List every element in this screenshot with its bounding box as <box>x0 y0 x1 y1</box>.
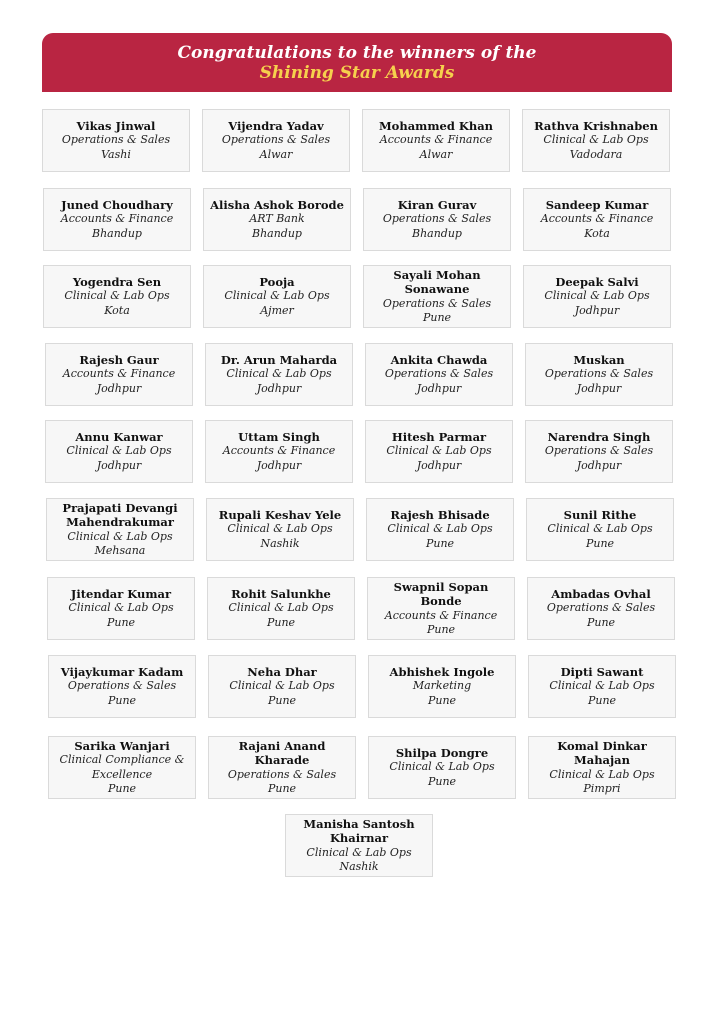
winner-card <box>367 577 515 640</box>
winner-card <box>526 498 674 561</box>
winner-department: Clinical & Lab Ops <box>228 601 334 615</box>
winner-department: Operations & Sales <box>384 367 494 381</box>
winner-card <box>527 577 675 640</box>
winner-department: Operations & Sales <box>544 367 654 381</box>
winner-department: Clinical & Lab Ops <box>386 444 492 458</box>
winner-name: Ankita Chawda <box>390 352 488 367</box>
winner-card <box>208 655 356 718</box>
winner-card <box>205 420 353 483</box>
winner-card <box>368 655 516 718</box>
winner-card <box>207 577 355 640</box>
winner-department: Clinical & Lab Ops <box>224 289 330 303</box>
winner-location: Nashik <box>339 860 379 873</box>
winner-department: Clinical & Lab Ops <box>549 767 655 781</box>
winner-card <box>363 265 511 328</box>
winner-card <box>205 343 353 406</box>
winner-name: Muskan <box>573 352 625 367</box>
winner-department: Marketing <box>412 679 472 693</box>
winner-location: Pune <box>106 615 136 629</box>
winner-name: Yogendra Sen <box>72 274 162 289</box>
winner-department: Clinical & Lab Ops <box>544 289 650 303</box>
winner-name: Narendra Singh <box>547 429 651 444</box>
winner-card <box>522 109 670 172</box>
winner-card <box>46 498 194 561</box>
header-banner <box>42 33 672 92</box>
winner-name: Rajesh Gaur <box>79 352 159 367</box>
winner-department: Clinical Compliance & Excellence <box>59 753 185 781</box>
winner-name: Kiran Gurav <box>397 197 477 212</box>
winner-card <box>203 188 351 251</box>
winner-name: Vijaykumar Kadam <box>60 664 184 679</box>
winner-card <box>48 655 196 718</box>
winner-name: Rathva Krishnaben <box>534 118 658 133</box>
winner-location: Pune <box>267 693 297 707</box>
winner-department: Operations & Sales <box>227 767 337 781</box>
winner-name: Neha Dhar <box>247 664 317 679</box>
winner-department: Operations & Sales <box>546 601 656 615</box>
winner-location: Pune <box>107 693 137 707</box>
winner-name: Abhishek Ingole <box>389 664 495 679</box>
winner-card <box>365 420 513 483</box>
winner-department: Accounts & Finance <box>540 212 654 226</box>
winner-card <box>525 420 673 483</box>
winner-location: Pimpri <box>583 782 621 795</box>
winner-name: Vikas Jinwal <box>76 118 156 133</box>
winner-card <box>43 265 191 328</box>
winner-card <box>528 655 676 718</box>
winner-department: Clinical & Lab Ops <box>229 679 335 693</box>
winner-card <box>208 736 356 799</box>
winner-name: Deepak Salvi <box>555 274 639 289</box>
winner-department: Accounts & Finance <box>60 212 174 226</box>
winner-department: Clinical & Lab Ops <box>66 444 172 458</box>
winner-department: Operations & Sales <box>67 679 177 693</box>
winner-name: Alisha Ashok Borode <box>210 197 344 212</box>
winner-name: Dr. Arun Maharda <box>220 352 338 367</box>
winner-department: Accounts & Finance <box>384 608 498 622</box>
winner-name: Sandeep Kumar <box>545 197 649 212</box>
winner-location: Vashi <box>101 147 131 161</box>
winner-location: Bhandup <box>92 226 142 240</box>
winner-name: Manisha Santosh Khairnar <box>303 816 415 845</box>
winner-card <box>206 498 354 561</box>
winner-location: Pune <box>585 536 615 550</box>
winner-name: Hitesh Parmar <box>391 429 487 444</box>
winner-location: Pune <box>426 623 456 636</box>
winner-location: Jodhpur <box>96 381 142 395</box>
winner-department: Clinical & Lab Ops <box>68 601 174 615</box>
winner-name: Rupali Keshav Yele <box>218 507 342 522</box>
winner-department: Operations & Sales <box>544 444 654 458</box>
winner-card <box>47 577 195 640</box>
winner-department: Accounts & Finance <box>62 367 176 381</box>
winner-name: Prajapati Devangi Mahendrakumar <box>62 500 178 529</box>
winner-location: Mehsana <box>94 544 146 557</box>
winner-card <box>365 343 513 406</box>
winner-location: Pune <box>422 311 452 324</box>
winner-card <box>285 814 433 877</box>
winner-name: Shilpa Dongre <box>395 745 489 760</box>
winner-location: Pune <box>266 615 296 629</box>
winner-location: Alwar <box>259 147 293 161</box>
winner-location: Vadodara <box>569 147 623 161</box>
winner-location: Jodhpur <box>576 381 622 395</box>
winner-department: Clinical & Lab Ops <box>67 529 173 543</box>
winner-location: Bhandup <box>252 226 302 240</box>
winner-department: ART Bank <box>249 212 305 226</box>
winner-location: Kota <box>104 303 130 317</box>
winner-name: Dipti Sawant <box>560 664 644 679</box>
winner-location: Jodhpur <box>576 458 622 472</box>
winner-name: Sunil Rithe <box>563 507 637 522</box>
winner-card <box>202 109 350 172</box>
winner-location: Nashik <box>260 536 300 550</box>
winner-location: Pune <box>427 693 457 707</box>
winner-location: Pune <box>107 782 137 795</box>
winner-department: Operations & Sales <box>221 133 331 147</box>
winner-card <box>362 109 510 172</box>
winner-department: Operations & Sales <box>382 296 492 310</box>
winner-department: Clinical & Lab Ops <box>226 367 332 381</box>
winner-name: Swapnil Sopan Bonde <box>393 579 489 608</box>
winner-name: Rohit Salunkhe <box>231 586 331 601</box>
winner-card <box>523 188 671 251</box>
winner-location: Pune <box>427 774 457 788</box>
winner-card <box>525 343 673 406</box>
winner-name: Annu Kanwar <box>75 429 163 444</box>
winner-name: Mohammed Khan <box>378 118 494 133</box>
winner-department: Accounts & Finance <box>379 133 493 147</box>
winner-name: Uttam Singh <box>238 429 320 444</box>
winner-name: Vijendra Yadav <box>228 118 324 133</box>
winner-name: Rajani Anand Kharade <box>238 738 326 767</box>
winner-department: Accounts & Finance <box>222 444 336 458</box>
winner-card <box>42 109 190 172</box>
winner-department: Clinical & Lab Ops <box>387 522 493 536</box>
winner-card <box>203 265 351 328</box>
banner-title: Congratulations to the winners of the <box>177 43 537 63</box>
winner-location: Pune <box>587 693 617 707</box>
winner-card <box>48 736 196 799</box>
winner-location: Kota <box>584 226 610 240</box>
winner-name: Rajesh Bhisade <box>390 507 490 522</box>
winner-name: Sarika Wanjari <box>74 738 170 753</box>
winner-department: Clinical & Lab Ops <box>389 760 495 774</box>
winner-location: Jodhpur <box>574 303 620 317</box>
winner-card <box>363 188 511 251</box>
winner-location: Jodhpur <box>416 381 462 395</box>
winner-department: Operations & Sales <box>61 133 171 147</box>
winner-card <box>43 188 191 251</box>
winner-card <box>523 265 671 328</box>
winner-card <box>45 343 193 406</box>
winner-card <box>368 736 516 799</box>
winner-card <box>528 736 676 799</box>
banner-subtitle: Shining Star Awards <box>259 63 455 83</box>
winner-location: Jodhpur <box>256 381 302 395</box>
winner-card <box>366 498 514 561</box>
winner-name: Komal Dinkar Mahajan <box>557 738 647 767</box>
winner-name: Sayali Mohan Sonawane <box>393 267 481 296</box>
winner-department: Clinical & Lab Ops <box>549 679 655 693</box>
winner-location: Jodhpur <box>96 458 142 472</box>
winner-name: Pooja <box>259 274 295 289</box>
winner-location: Pune <box>586 615 616 629</box>
winner-department: Clinical & Lab Ops <box>227 522 333 536</box>
winner-location: Alwar <box>419 147 453 161</box>
winner-name: Juned Choudhary <box>61 197 173 212</box>
winner-department: Clinical & Lab Ops <box>543 133 649 147</box>
winner-location: Jodhpur <box>416 458 462 472</box>
winner-name: Ambadas Ovhal <box>551 586 651 601</box>
winner-location: Pune <box>267 782 297 795</box>
winner-department: Operations & Sales <box>382 212 492 226</box>
winner-location: Ajmer <box>260 303 294 317</box>
winner-location: Jodhpur <box>256 458 302 472</box>
winner-department: Clinical & Lab Ops <box>547 522 653 536</box>
winner-card <box>45 420 193 483</box>
winner-name: Jitendar Kumar <box>70 586 172 601</box>
winner-department: Clinical & Lab Ops <box>64 289 170 303</box>
winner-location: Pune <box>425 536 455 550</box>
winner-location: Bhandup <box>412 226 462 240</box>
winner-department: Clinical & Lab Ops <box>306 845 412 859</box>
